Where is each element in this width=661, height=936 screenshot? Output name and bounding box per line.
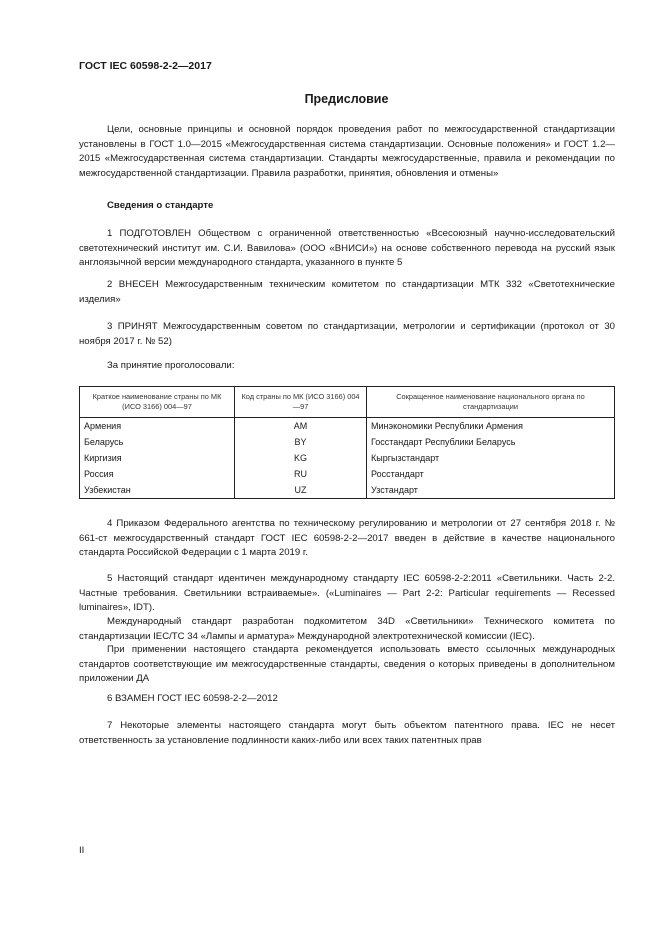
table-cell-code: UZ (235, 482, 367, 499)
table-cell-body: Минэкономики Республики Армения (367, 418, 615, 435)
item-5-subcommittee-paragraph: Международный стандарт разработан подкомитетом 34D «Светильники» Технического комитета по стандартизации IEC/TC 34 «Лампы и арматура» Международной электротехнической комиссии (IEC). (79, 616, 615, 642)
page-title: Предисловие (304, 92, 389, 106)
item-5-application-paragraph: При применении настоящего стандарта рекомендуется использовать вместо ссылочных международных стандартов соответствующие им межгосударственные стандарты, сведения о которых приведены в дополнительном приложении ДА (79, 644, 615, 685)
item-7-paragraph: 7 Некоторые элементы настоящего стандарта могут быть объектом патентного права. IEC не несет ответственность за установление подлинности каких-либо или всех таких патентных прав (79, 720, 615, 746)
table-row (80, 466, 615, 482)
page-number: II (79, 845, 85, 856)
voting-table (79, 386, 615, 499)
item-4-paragraph: 4 Приказом Федерального агентства по техническому регулированию и метрологии от 27 сентября 2018 г. № 661-ст межгосударственный стандарт ГОСТ IEC 60598-2-2—2017 введен в действие в качестве национального стандарта Российской Федерации с 1 марта 2019 г. (79, 518, 615, 559)
table-cell-body: Кыргызстандарт (367, 450, 615, 466)
table-cell-country: Россия (80, 466, 235, 482)
table-cell-country: Армения (80, 418, 235, 435)
table-cell-body: Госстандарт Республики Беларусь (367, 434, 615, 450)
section-subheading: Сведения о стандарте (107, 200, 214, 211)
table-cell-country: Узбекистан (80, 482, 235, 499)
table-cell-code: AM (235, 418, 367, 435)
item-5-paragraph: 5 Настоящий стандарт идентичен международному стандарту IEC 60598-2-2:2011 «Светильники. Часть 2-2. Частные требования. Светильники встраиваемые». («Luminaires — Part 2-2: Particular requirements — Recessed luminaires», IDT). (79, 573, 615, 614)
table-cell-body: Узстандарт (367, 482, 615, 499)
item-2-paragraph: 2 ВНЕСЕН Межгосударственным техническим комитетом по стандартизации МТК 332 «Светотехнические изделия» (79, 279, 615, 305)
item-1-paragraph: 1 ПОДГОТОВЛЕН Обществом с ограниченной ответственностью «Всесоюзный научно-исследовательский светотехнический институт им. С.И. Вавилова» (ООО «ВНИСИ») на основе собственного перевода на русский язык англоязычной версии международного стандарта, указанного в пункте 5 (79, 228, 615, 269)
table-cell-code: RU (235, 466, 367, 482)
table-row (80, 450, 615, 466)
voted-label: За принятие проголосовали: (107, 360, 235, 371)
table-cell-code: BY (235, 434, 367, 450)
table-header-code: Код страны по МК (ИСО 3166) 004—97 (235, 387, 367, 418)
intro-paragraph: Цели, основные принципы и основной порядок проведения работ по межгосударственной стандартизации установлены в ГОСТ 1.0—2015 «Межгосударственная система стандартизации. Основные положения» и ГОСТ 1.2—2015 «Межгосударственная система стандартизации. Стандарты межгосударственные, правила и рекомендации по межгосударственной стандартизации. Правила разработки, принятия, обновления и отмены» (79, 124, 615, 179)
item-3-paragraph: 3 ПРИНЯТ Межгосударственным советом по стандартизации, метрологии и сертификации (протокол от 30 ноября 2017 г. № 52) (79, 321, 615, 347)
table-row (80, 482, 615, 499)
table-row (80, 418, 615, 435)
table-header-country: Краткое наименование страны по МК (ИСО 3166) 004—97 (80, 387, 235, 418)
table-cell-country: Киргизия (80, 450, 235, 466)
document-header: ГОСТ IEC 60598-2-2—2017 (79, 60, 212, 72)
table-cell-country: Беларусь (80, 434, 235, 450)
table-header-body: Сокращенное наименование национального органа по стандартизации (367, 387, 615, 418)
table-cell-body: Росстандарт (367, 466, 615, 482)
item-6-paragraph: 6 ВЗАМЕН ГОСТ IEC 60598-2-2—2012 (107, 693, 278, 704)
table-row (80, 434, 615, 450)
table-cell-code: KG (235, 450, 367, 466)
